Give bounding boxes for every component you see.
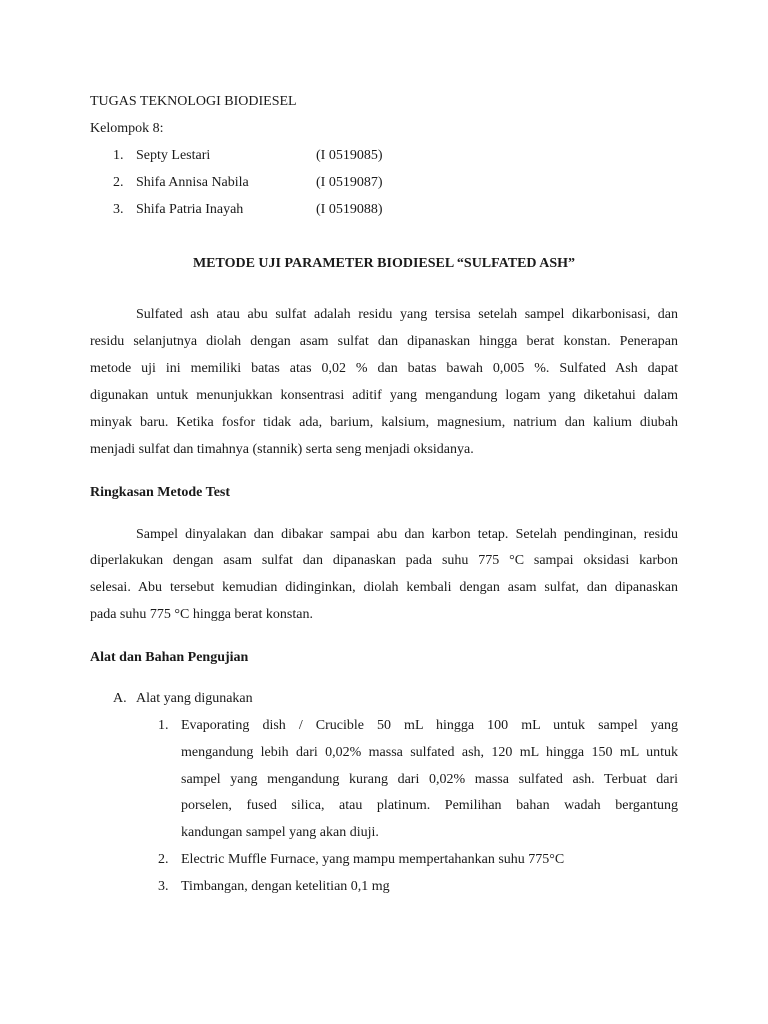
list-item-line: Timbangan, dengan ketelitian 0,1 mg — [181, 879, 390, 894]
member-number: 3. — [113, 202, 124, 217]
paragraph-line: digunakan untuk menunjukkan konsentrasi aditif yang mengandung logam yang diketahui dalam — [90, 388, 678, 403]
document-title: METODE UJI PARAMETER BIODIESEL “SULFATED ASH” — [192, 256, 576, 271]
subsection-label: Alat yang digunakan — [136, 691, 253, 706]
member-name: Shifa Patria Inayah — [136, 202, 244, 217]
paragraph-line: diperlakukan dengan asam sulfat dan dipanaskan pada suhu 775 °C sampai oksidasi karbon — [90, 553, 678, 568]
list-item-number: 2. — [158, 852, 169, 867]
paragraph-line: metode uji ini memiliki batas atas 0,02 % dan batas bawah 0,005 %. Sulfated Ash dapat — [90, 361, 678, 376]
list-item-number: 1. — [158, 718, 169, 733]
list-item-line: Electric Muffle Furnace, yang mampu mempertahankan suhu 775°C — [181, 852, 565, 867]
document-page: TUGAS TEKNOLOGI BIODIESEL Kelompok 8: 1. Septy Lestari (I 0519085) 2. Shifa Annisa Nabila (I 0519087) 3. Shifa Patria Inayah (I 0519088) METODE UJI PARAMETER BIODIESEL “SULFATED ASH” Sulfated ash atau abu sulfat adalah residu yang tersisa setelah sampel dikarbonisasi, dan residu selanjutnya diolah dengan asam sulfat dan dipanaskan hingga berat konstan. Penerapan metode uji ini memiliki batas atas 0,02 % dan batas bawah 0,005 %. Sulfated Ash dapat digunakan untuk menunjukkan konsentrasi aditif yang mengandung logam yang diketahui dalam minyak baru. Ketika fosfor tidak ada, barium, kalsium, magnesium, natrium dan kalium diubah menjadi sulfat dan timahnya (stannik) serta seng menjadi oksidanya. Ringkasan Metode Test Sampel dinyalakan dan dibakar sampai abu dan karbon tetap. Setelah pendinginan, residu diperlakukan dengan asam sulfat dan dipanaskan pada suhu 775 °C sampai oksidasi karbon selesai. Abu tersebut kemudian didinginkan, diolah kembali dengan asam sulfat, dan dipanaskan pada suhu 775 °C hingga berat konstan. Alat dan Bahan Pengujian A. Alat yang digunakan 1. Evaporating dish / Crucible 50 mL hingga 100 mL untuk sampel yang mengandung lebih dari 0,02% massa sulfated ash, 120 mL hingga 150 mL untuk sampel yang mengandung kurang dari 0,02% massa sulfated ash. Terbuat dari porselen, fused silica, atau platinum. Pemilihan bahan wadah bergantung kandungan sampel yang akan diuji. 2. Electric Muffle Furnace, yang mampu mempertahankan suhu 775°C 3. Timbangan, dengan ketelitian 0,1 mg — [0, 0, 768, 1024]
member-id: (I 0519087) — [316, 175, 383, 190]
list-item-line: Evaporating dish / Crucible 50 mL hingga 100 mL untuk sampel yang — [181, 718, 678, 733]
list-item-line: kandungan sampel yang akan diuji. — [181, 825, 379, 840]
paragraph-line: residu selanjutnya diolah dengan asam sulfat dan dipanaskan hingga berat konstan. Penerapan — [90, 334, 678, 349]
paragraph-line: pada suhu 775 °C hingga berat konstan. — [90, 607, 313, 622]
paragraph-line: Sampel dinyalakan dan dibakar sampai abu dan karbon tetap. Setelah pendinginan, residu — [136, 527, 678, 542]
list-item-number: 3. — [158, 879, 169, 894]
member-id: (I 0519088) — [316, 202, 383, 217]
member-name: Shifa Annisa Nabila — [136, 175, 249, 190]
member-number: 2. — [113, 175, 124, 190]
member-id: (I 0519085) — [316, 148, 383, 163]
paragraph-line: minyak baru. Ketika fosfor tidak ada, barium, kalsium, magnesium, natrium dan kalium diubah — [90, 415, 678, 430]
member-number: 1. — [113, 148, 124, 163]
assignment-title: TUGAS TEKNOLOGI BIODIESEL — [90, 94, 297, 109]
paragraph-line: selesai. Abu tersebut kemudian didinginkan, diolah kembali dengan asam sulfat, dan dipanaskan — [90, 580, 678, 595]
subsection-letter: A. — [113, 691, 127, 706]
paragraph-line: menjadi sulfat dan timahnya (stannik) serta seng menjadi oksidanya. — [90, 442, 474, 457]
list-item-line: sampel yang mengandung kurang dari 0,02% massa sulfated ash. Terbuat dari — [181, 772, 678, 787]
member-name: Septy Lestari — [136, 148, 211, 163]
section-heading: Alat dan Bahan Pengujian — [90, 650, 249, 665]
group-label: Kelompok 8: — [90, 121, 164, 136]
list-item-line: porselen, fused silica, atau platinum. Pemilihan bahan wadah bergantung — [181, 798, 678, 813]
list-item-line: mengandung lebih dari 0,02% massa sulfated ash, 120 mL hingga 150 mL untuk — [181, 745, 678, 760]
section-heading: Ringkasan Metode Test — [90, 485, 231, 500]
